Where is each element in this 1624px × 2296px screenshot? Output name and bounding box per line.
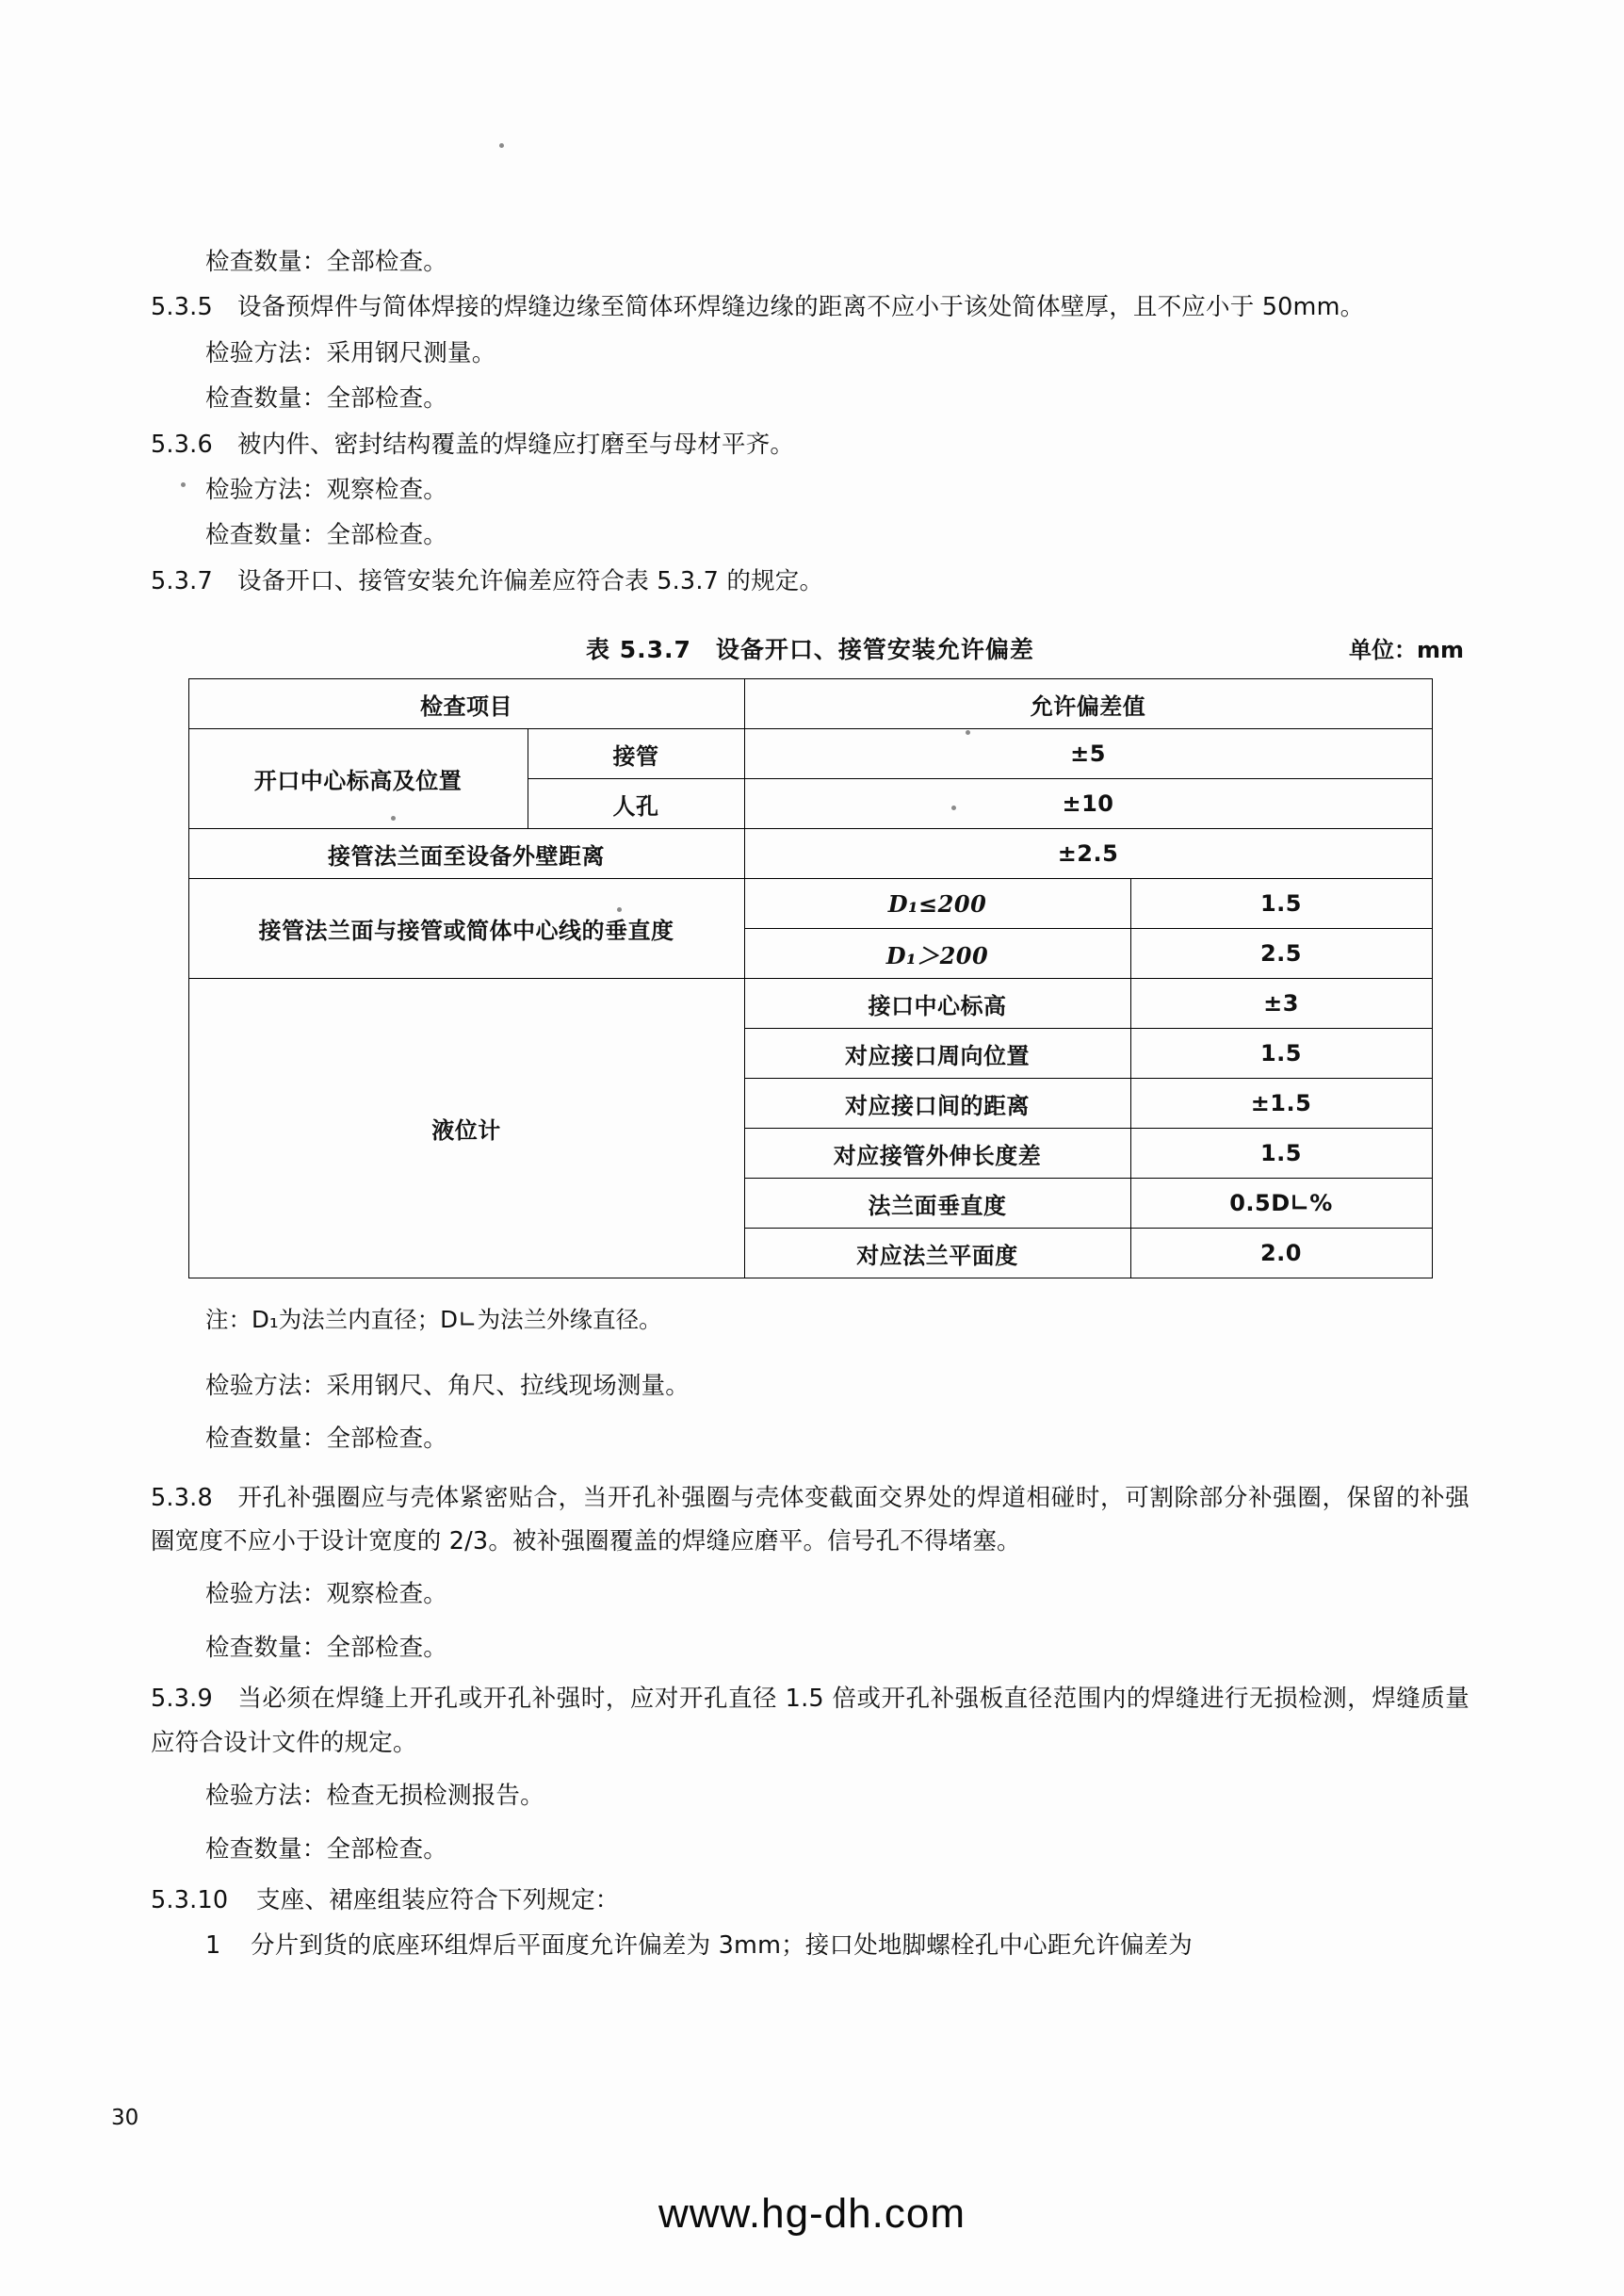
table-note: 注：D₁为法兰内直径；D∟为法兰外缘直径。 bbox=[205, 1306, 662, 1334]
table-header-row bbox=[188, 679, 1432, 729]
clause-number: 5.3.6 bbox=[151, 430, 213, 459]
table-method: 检验方法：采用钢尺、角尺、拉线现场测量。 bbox=[205, 1371, 690, 1400]
table-cell-sub: 接管 bbox=[528, 729, 744, 779]
page-number: 30 bbox=[111, 2106, 139, 2130]
clause-5-3-9-method: 检验方法：检查无损检测报告。 bbox=[205, 1782, 544, 1811]
table-cell-value: ±10 bbox=[744, 779, 1432, 829]
table-cell-value: 2.0 bbox=[1130, 1229, 1432, 1278]
clause-number: 5.3.9 bbox=[151, 1685, 213, 1714]
clause-5-3-9 bbox=[151, 1677, 1470, 1765]
clause-text: 设备预焊件与简体焊接的焊缝边缘至简体环焊缝边缘的距离不应小于该处简体壁厚，且不应小于 50mm。 bbox=[237, 293, 1365, 322]
table-unit: 单位：mm bbox=[1348, 637, 1464, 664]
table-cell-value: 2.5 bbox=[1130, 929, 1432, 979]
table-cell-sub: D₁≤200 bbox=[744, 879, 1130, 929]
table-cell-sub: 人孔 bbox=[528, 779, 744, 829]
clause-5-3-5 bbox=[151, 285, 1470, 329]
clause-5-3-9-quantity: 检查数量：全部检查。 bbox=[205, 1834, 448, 1864]
table-cell-sub: 对应接口间的距离 bbox=[744, 1079, 1130, 1129]
clause-number: 5.3.8 bbox=[151, 1483, 213, 1512]
clause-5-3-6-quantity: 检查数量：全部检查。 bbox=[205, 521, 448, 550]
table-cell-item: 液位计 bbox=[188, 979, 744, 1278]
table-cell-sub: D₁＞200 bbox=[744, 929, 1130, 979]
table-cell-value: ±1.5 bbox=[1130, 1079, 1432, 1129]
item-number: 1 bbox=[205, 1931, 221, 1961]
table-cell-sub: 接口中心标高 bbox=[744, 979, 1130, 1029]
clause-5-3-5-method: 检验方法：采用钢尺测量。 bbox=[205, 338, 496, 367]
table-quantity: 检查数量：全部检查。 bbox=[205, 1425, 448, 1454]
allowable-deviation-table bbox=[188, 678, 1433, 1278]
table-cell-sub: 对应接管外伸长度差 bbox=[744, 1129, 1130, 1179]
clause-text: 设备开口、接管安装允许偏差应符合表 5.3.7 的规定。 bbox=[237, 566, 824, 595]
clause-number: 5.3.5 bbox=[151, 293, 213, 322]
table-header-value: 允许偏差值 bbox=[744, 679, 1432, 729]
table-header-item: 检查项目 bbox=[188, 679, 744, 729]
table-cell-item: 接管法兰面与接管或简体中心线的垂直度 bbox=[188, 879, 744, 979]
table-row bbox=[188, 829, 1432, 879]
clause-text: 支座、裙座组装应符合下列规定： bbox=[256, 1885, 620, 1914]
page-content bbox=[151, 240, 1470, 1970]
clause-5-3-10 bbox=[151, 1879, 1470, 1922]
table-cell-item: 开口中心标高及位置 bbox=[188, 729, 528, 829]
table-cell-value: 1.5 bbox=[1130, 879, 1432, 929]
table-cell-value: ±5 bbox=[744, 729, 1432, 779]
clause-5-3-6-method: 检验方法：观察检查。 bbox=[205, 476, 448, 505]
clause-5-3-7 bbox=[151, 560, 1470, 603]
table-row bbox=[188, 979, 1432, 1029]
table-cell-value: 1.5 bbox=[1130, 1029, 1432, 1079]
table-cell-value: 1.5 bbox=[1130, 1129, 1432, 1179]
table-caption bbox=[151, 631, 1470, 665]
clause-5-3-8 bbox=[151, 1476, 1470, 1564]
scan-speck bbox=[499, 143, 504, 148]
table-cell-sub: 法兰面垂直度 bbox=[744, 1179, 1130, 1229]
clause-number: 5.3.10 bbox=[151, 1885, 229, 1914]
table-row bbox=[188, 729, 1432, 779]
watermark: www.hg-dh.com bbox=[658, 2190, 966, 2237]
table-caption-text: 表 5.3.7 设备开口、接管安装允许偏差 bbox=[586, 636, 1034, 664]
inspection-quantity-line: 检查数量：全部检查。 bbox=[205, 248, 448, 276]
item-text: 分片到货的底座环组焊后平面度允许偏差为 3mm；接口处地脚螺栓孔中心距允许偏差为 bbox=[251, 1931, 1194, 1961]
table-cell-item: 接管法兰面至设备外壁距离 bbox=[188, 829, 744, 879]
clause-5-3-8-method: 检验方法：观察检查。 bbox=[205, 1580, 448, 1609]
table-cell-sub: 对应法兰平面度 bbox=[744, 1229, 1130, 1278]
table-cell-value: 0.5D∟% bbox=[1130, 1179, 1432, 1229]
clause-text: 当必须在焊缝上开孔或开孔补强时，应对开孔直径 1.5 倍或开孔补强板直径范围内的焊缝进行无损检测，焊缝质量应符合设计文件的规定。 bbox=[151, 1685, 1470, 1757]
clause-text: 被内件、密封结构覆盖的焊缝应打磨至与母材平齐。 bbox=[237, 430, 795, 459]
clause-number: 5.3.7 bbox=[151, 566, 213, 595]
clause-5-3-5-quantity: 检查数量：全部检查。 bbox=[205, 384, 448, 414]
clause-5-3-10-item-1 bbox=[151, 1924, 1470, 1967]
clause-5-3-8-quantity: 检查数量：全部检查。 bbox=[205, 1633, 448, 1662]
table-cell-sub: 对应接口周向位置 bbox=[744, 1029, 1130, 1079]
table-row bbox=[188, 879, 1432, 929]
table-cell-value: ±2.5 bbox=[744, 829, 1432, 879]
table-cell-value: ±3 bbox=[1130, 979, 1432, 1029]
clause-text: 开孔补强圈应与壳体紧密贴合，当开孔补强圈与壳体变截面交界处的焊道相碰时，可割除部分补强圈，保留的补强圈宽度不应小于设计宽度的 2/3。被补强圈覆盖的焊缝应磨平。信号孔不得堵塞。 bbox=[151, 1483, 1470, 1556]
clause-5-3-6 bbox=[151, 423, 1470, 466]
